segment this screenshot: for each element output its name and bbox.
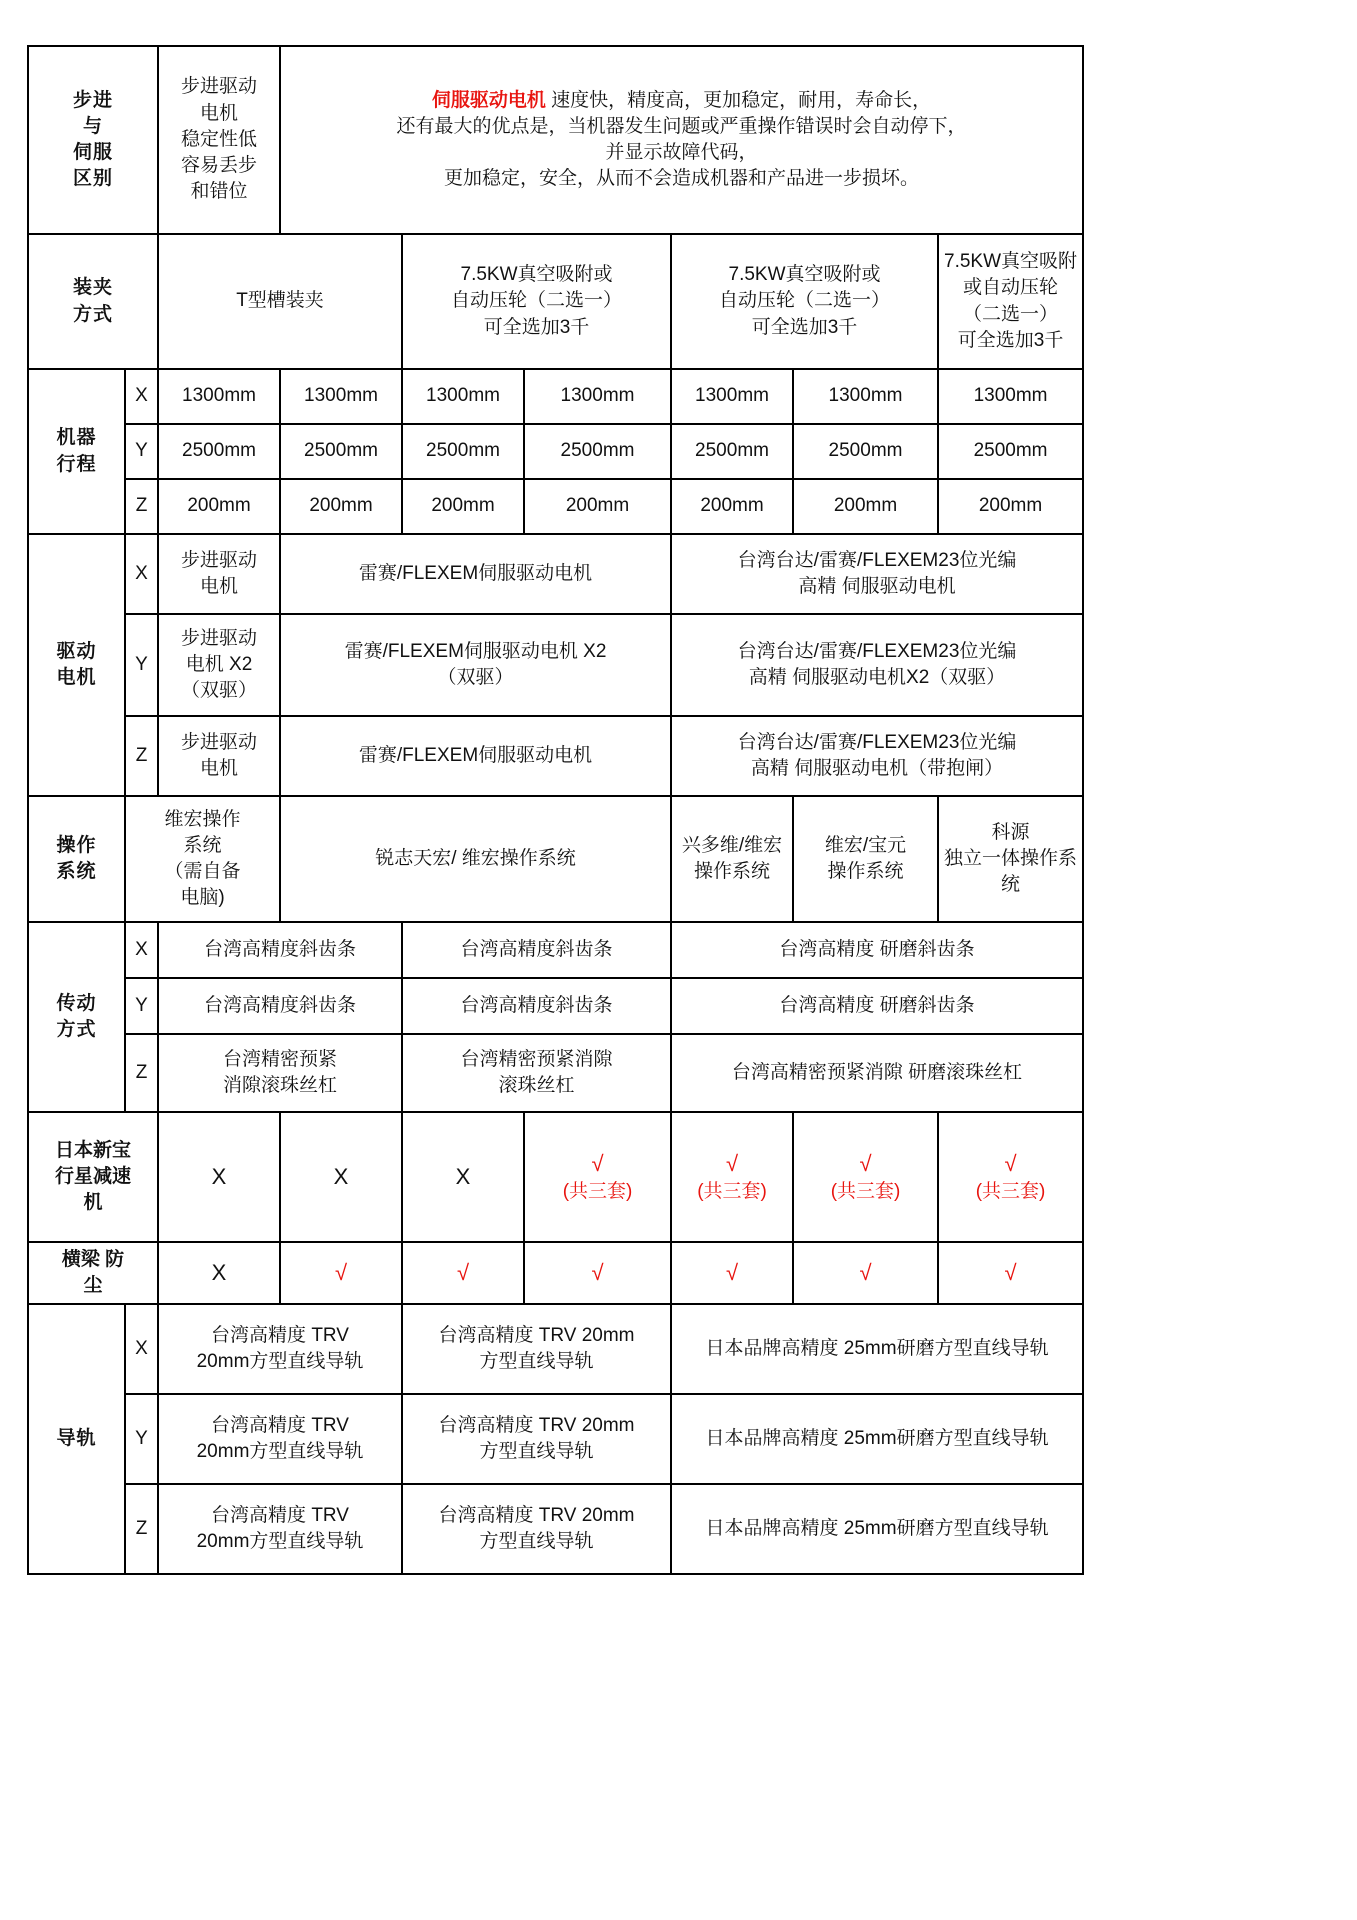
table-row (28, 46, 1083, 234)
table-row (28, 716, 1083, 796)
axis-label-z: Z (125, 479, 158, 534)
clamping-line: 可全选加3千 (751, 316, 858, 338)
rail-line: 方型直线导轨 (479, 1351, 594, 1373)
drive-motor-z-mid: 雷赛/FLEXEM伺服驱动电机 (280, 716, 671, 796)
table-row (28, 614, 1083, 716)
drive-motor-y-mid (280, 614, 671, 716)
planetary-cell-6 (793, 1112, 938, 1242)
transmission-z-red: 台湾高精密预紧消隙 研磨滚珠丝杠 (671, 1034, 1083, 1112)
travel-x-2: 1300mm (280, 369, 402, 424)
clamping-col-d (938, 234, 1083, 369)
axis-label-y: Y (125, 978, 158, 1034)
servo-intro-rest: 速度快，精度高，更加稳定，耐用，寿命长， (545, 89, 932, 111)
motor-line: 电机 X2 (185, 653, 253, 675)
os-line: 科源 (991, 821, 1030, 843)
axis-label-z: Z (125, 716, 158, 796)
motor-line: 电机 (200, 576, 239, 597)
axis-label-y: Y (125, 614, 158, 716)
rail-x-col1 (158, 1304, 402, 1394)
servo-intro-line-1 (284, 88, 1079, 114)
travel-y-7: 2500mm (938, 424, 1083, 479)
os-line: 统 (1001, 874, 1021, 896)
mark-note: (共三套) (975, 1181, 1046, 1203)
check-icon: √ (334, 1260, 348, 1286)
drive-motor-x-mid: 雷赛/FLEXEM伺服驱动电机 (280, 534, 671, 614)
travel-y-6: 2500mm (793, 424, 938, 479)
table-row (28, 369, 1083, 424)
table-row (28, 1242, 1083, 1304)
travel-x-6: 1300mm (793, 369, 938, 424)
clamping-col-c (671, 234, 938, 369)
dustproof-cell-6 (793, 1242, 938, 1304)
drive-motor-z-col1 (158, 716, 280, 796)
check-icon: √ (725, 1260, 739, 1286)
travel-z-3: 200mm (402, 479, 524, 534)
os-line: 操作系统 (827, 861, 904, 882)
spec-table-container (27, 45, 1082, 1575)
servo-advantages-cell (280, 46, 1083, 234)
rail-line: 台湾高精度 TRV 20mm (438, 1325, 635, 1347)
label-line: 横梁 防 (61, 1249, 125, 1270)
label-line: 电机 (56, 667, 97, 688)
os-line: 维宏操作 (164, 808, 241, 830)
desc-line: 稳定性低 (181, 128, 258, 150)
table-row (28, 424, 1083, 479)
os-line: 系统 (183, 834, 222, 856)
label-line: 日本新宝 (55, 1139, 132, 1161)
transmission-z-col1 (158, 1034, 402, 1112)
label-line: 行程 (56, 453, 97, 475)
servo-motor-term: 伺服驱动电机 (431, 89, 546, 111)
servo-intro-line-3: 并显示故障代码， (605, 142, 758, 163)
dustproof-cell-2 (280, 1242, 402, 1304)
travel-y-3: 2500mm (402, 424, 524, 479)
table-row (28, 1034, 1083, 1112)
clamping-line: 可全选加3千 (957, 329, 1064, 351)
table-row (28, 234, 1083, 369)
planetary-cell-4 (524, 1112, 671, 1242)
travel-y-2: 2500mm (280, 424, 402, 479)
axis-label-y: Y (125, 1394, 158, 1484)
drive-motor-y-col1 (158, 614, 280, 716)
table-row (28, 796, 1083, 922)
planetary-cell-1 (158, 1112, 280, 1242)
rail-line: 台湾高精度 TRV (211, 1505, 349, 1527)
table-row (28, 1304, 1083, 1394)
motor-red-line: 台湾台达/雷赛/FLEXEM23位光编 (737, 549, 1017, 571)
travel-y-5: 2500mm (671, 424, 793, 479)
planetary-cell-3 (402, 1112, 524, 1242)
planetary-cell-5 (671, 1112, 793, 1242)
clamping-col-a: T型槽装夹 (158, 234, 402, 369)
row-label-transmission (28, 922, 125, 1112)
mark-note: (共三套) (697, 1181, 767, 1203)
travel-y-1: 2500mm (158, 424, 280, 479)
travel-y-4: 2500mm (524, 424, 671, 479)
motor-red-line: 台湾台达/雷赛/FLEXEM23位光编 (737, 731, 1017, 753)
os-line: 兴多维/维宏 (681, 834, 783, 856)
table-row (28, 922, 1083, 978)
travel-z-5: 200mm (671, 479, 793, 534)
rail-line: 台湾高精度 TRV (211, 1415, 349, 1437)
clamping-line: （二选一） (963, 303, 1059, 325)
axis-label-x: X (125, 534, 158, 614)
transmission-z-col2 (402, 1034, 671, 1112)
label-line: 驱动 (56, 640, 97, 662)
table-row (28, 479, 1083, 534)
drive-motor-z-red (671, 716, 1083, 796)
os-line: 独立一体操作系 (944, 847, 1078, 869)
travel-z-6: 200mm (793, 479, 938, 534)
label-line: 方式 (73, 303, 114, 325)
transmission-y-col1: 台湾高精度斜齿条 (158, 978, 402, 1034)
motor-line: （双驱） (437, 667, 514, 688)
clamping-line: 7.5KW真空吸附 (944, 251, 1078, 273)
label-line: 与 (83, 115, 104, 137)
check-icon: √ (1004, 1150, 1017, 1176)
transmission-line: 台湾精密预紧 (223, 1048, 338, 1070)
rail-line: 台湾高精度 TRV 20mm (438, 1415, 635, 1437)
planetary-cell-7 (938, 1112, 1083, 1242)
label-line: 伺服 (73, 142, 114, 163)
servo-intro-line-2: 还有最大的优点是，当机器发生问题或严重操作错误时会自动停下， (396, 115, 967, 137)
check-icon: √ (859, 1260, 872, 1286)
clamping-line: 自动压轮（二选一） (451, 290, 623, 312)
check-icon: √ (591, 1150, 604, 1176)
label-line: 尘 (83, 1275, 103, 1297)
clamping-col-b (402, 234, 671, 369)
mark-note: (共三套) (562, 1181, 633, 1203)
row-label-machine-travel (28, 369, 125, 534)
motor-line: 雷赛/FLEXEM伺服驱动电机 X2 (344, 640, 607, 662)
axis-label-x: X (125, 1304, 158, 1394)
travel-z-2: 200mm (280, 479, 402, 534)
clamping-line: 可全选加3千 (483, 316, 590, 338)
rail-line: 20mm方型直线导轨 (196, 1441, 364, 1463)
os-line: 操作系统 (694, 861, 771, 882)
rail-x-red: 日本品牌高精度 25mm研磨方型直线导轨 (671, 1304, 1083, 1394)
axis-label-x: X (125, 922, 158, 978)
motor-red-line: 高精 伺服驱动电机 (798, 576, 956, 597)
mark: X (455, 1163, 471, 1189)
label-line: 机 (83, 1192, 103, 1214)
desc-line: 和错位 (190, 181, 248, 203)
row-label-guide-rail (28, 1304, 125, 1574)
rail-z-red: 日本品牌高精度 25mm研磨方型直线导轨 (671, 1484, 1083, 1574)
check-icon: √ (725, 1150, 739, 1176)
drive-motor-x-col1 (158, 534, 280, 614)
rail-z-col1 (158, 1484, 402, 1574)
label-line: 导轨 (56, 1428, 97, 1450)
drive-motor-x-red (671, 534, 1083, 614)
rail-y-red: 日本品牌高精度 25mm研磨方型直线导轨 (671, 1394, 1083, 1484)
rail-y-col1 (158, 1394, 402, 1484)
clamping-line: 7.5KW真空吸附或 (728, 264, 881, 286)
travel-x-4: 1300mm (524, 369, 671, 424)
travel-x-3: 1300mm (402, 369, 524, 424)
mark: X (211, 1163, 227, 1189)
mark: X (333, 1163, 349, 1189)
dustproof-cell-4 (524, 1242, 671, 1304)
planetary-cell-2 (280, 1112, 402, 1242)
axis-label-y: Y (125, 424, 158, 479)
os-col-mid: 锐志天宏/ 维宏操作系统 (280, 796, 671, 922)
drive-motor-y-red (671, 614, 1083, 716)
axis-label-z: Z (125, 1034, 158, 1112)
dustproof-cell-1 (158, 1242, 280, 1304)
travel-z-1: 200mm (158, 479, 280, 534)
rail-line: 台湾高精度 TRV (211, 1325, 349, 1347)
row-label-stepper-vs-servo (28, 46, 158, 234)
table-row (28, 978, 1083, 1034)
rail-y-col2 (402, 1394, 671, 1484)
motor-line: 步进驱动 (181, 731, 258, 753)
motor-line: 步进驱动 (181, 627, 258, 649)
motor-red-line: 高精 伺服驱动电机（带抱闸） (750, 758, 1004, 779)
mark: X (211, 1260, 227, 1286)
rail-line: 方型直线导轨 (479, 1531, 594, 1553)
table-row (28, 1112, 1083, 1242)
clamping-line: 自动压轮（二选一） (719, 290, 891, 312)
transmission-y-red: 台湾高精度 研磨斜齿条 (671, 978, 1083, 1034)
rail-z-col2 (402, 1484, 671, 1574)
travel-x-5: 1300mm (671, 369, 793, 424)
desc-line: 电机 (200, 102, 239, 124)
check-icon: √ (456, 1260, 470, 1286)
motor-red-line: 高精 伺服驱动电机X2（双驱） (748, 667, 1006, 688)
table-row (28, 534, 1083, 614)
transmission-line: 滚珠丝杠 (498, 1075, 575, 1096)
os-col1 (125, 796, 280, 922)
clamping-line: 或自动压轮 (963, 277, 1059, 299)
axis-label-x: X (125, 369, 158, 424)
travel-x-7: 1300mm (938, 369, 1083, 424)
travel-z-7: 200mm (938, 479, 1083, 534)
label-line: 装夹 (73, 277, 114, 299)
label-line: 机器 (56, 427, 97, 449)
row-label-planetary-gearbox (28, 1112, 158, 1242)
check-icon: √ (591, 1260, 604, 1286)
dustproof-cell-5 (671, 1242, 793, 1304)
specification-table (27, 45, 1084, 1575)
travel-z-4: 200mm (524, 479, 671, 534)
rail-line: 台湾高精度 TRV 20mm (438, 1505, 635, 1527)
rail-line: 20mm方型直线导轨 (196, 1351, 364, 1373)
motor-line: （双驱） (181, 680, 258, 702)
label-line: 系统 (56, 861, 97, 882)
table-row (28, 1484, 1083, 1574)
mark-note: (共三套) (830, 1181, 901, 1203)
motor-line: 步进驱动 (181, 549, 258, 571)
os-col-c (671, 796, 793, 922)
transmission-x-col1: 台湾高精度斜齿条 (158, 922, 402, 978)
label-line: 行星减速 (55, 1165, 132, 1187)
desc-line: 容易丢步 (181, 155, 258, 177)
clamping-line: 7.5KW真空吸附或 (460, 264, 613, 286)
servo-intro-line-4: 更加稳定，安全，从而不会造成机器和产品进一步损坏。 (444, 168, 920, 190)
rail-line: 方型直线导轨 (479, 1441, 594, 1463)
table-row (28, 1394, 1083, 1484)
transmission-line: 台湾精密预紧消隙 (460, 1048, 613, 1070)
dustproof-cell-3 (402, 1242, 524, 1304)
rail-x-col2 (402, 1304, 671, 1394)
os-col-d (793, 796, 938, 922)
os-line: 电脑) (180, 887, 225, 909)
check-icon: √ (1004, 1260, 1017, 1286)
motor-line: 电机 (200, 758, 239, 779)
label-line: 区别 (73, 168, 114, 190)
stepper-description-cell (158, 46, 280, 234)
rail-line: 20mm方型直线导轨 (196, 1531, 364, 1553)
transmission-line: 消隙滚珠丝杠 (223, 1075, 338, 1096)
travel-x-1: 1300mm (158, 369, 280, 424)
transmission-x-red: 台湾高精度 研磨斜齿条 (671, 922, 1083, 978)
check-icon: √ (859, 1150, 872, 1176)
row-label-drive-motor (28, 534, 125, 796)
os-line: 维宏/宝元 (824, 834, 907, 856)
axis-label-z: Z (125, 1484, 158, 1574)
transmission-x-col2: 台湾高精度斜齿条 (402, 922, 671, 978)
row-label-operating-system (28, 796, 125, 922)
transmission-y-col2: 台湾高精度斜齿条 (402, 978, 671, 1034)
os-col-e (938, 796, 1083, 922)
label-line: 传动 (56, 992, 97, 1014)
label-line: 方式 (56, 1019, 97, 1040)
dustproof-cell-7 (938, 1242, 1083, 1304)
os-line: （需自备 (164, 861, 241, 882)
label-line: 操作 (56, 834, 97, 856)
desc-line: 步进驱动 (181, 76, 258, 98)
row-label-beam-dustproof (28, 1242, 158, 1304)
row-label-clamping (28, 234, 158, 369)
motor-red-line: 台湾台达/雷赛/FLEXEM23位光编 (737, 640, 1017, 662)
label-line: 步进 (73, 89, 114, 111)
